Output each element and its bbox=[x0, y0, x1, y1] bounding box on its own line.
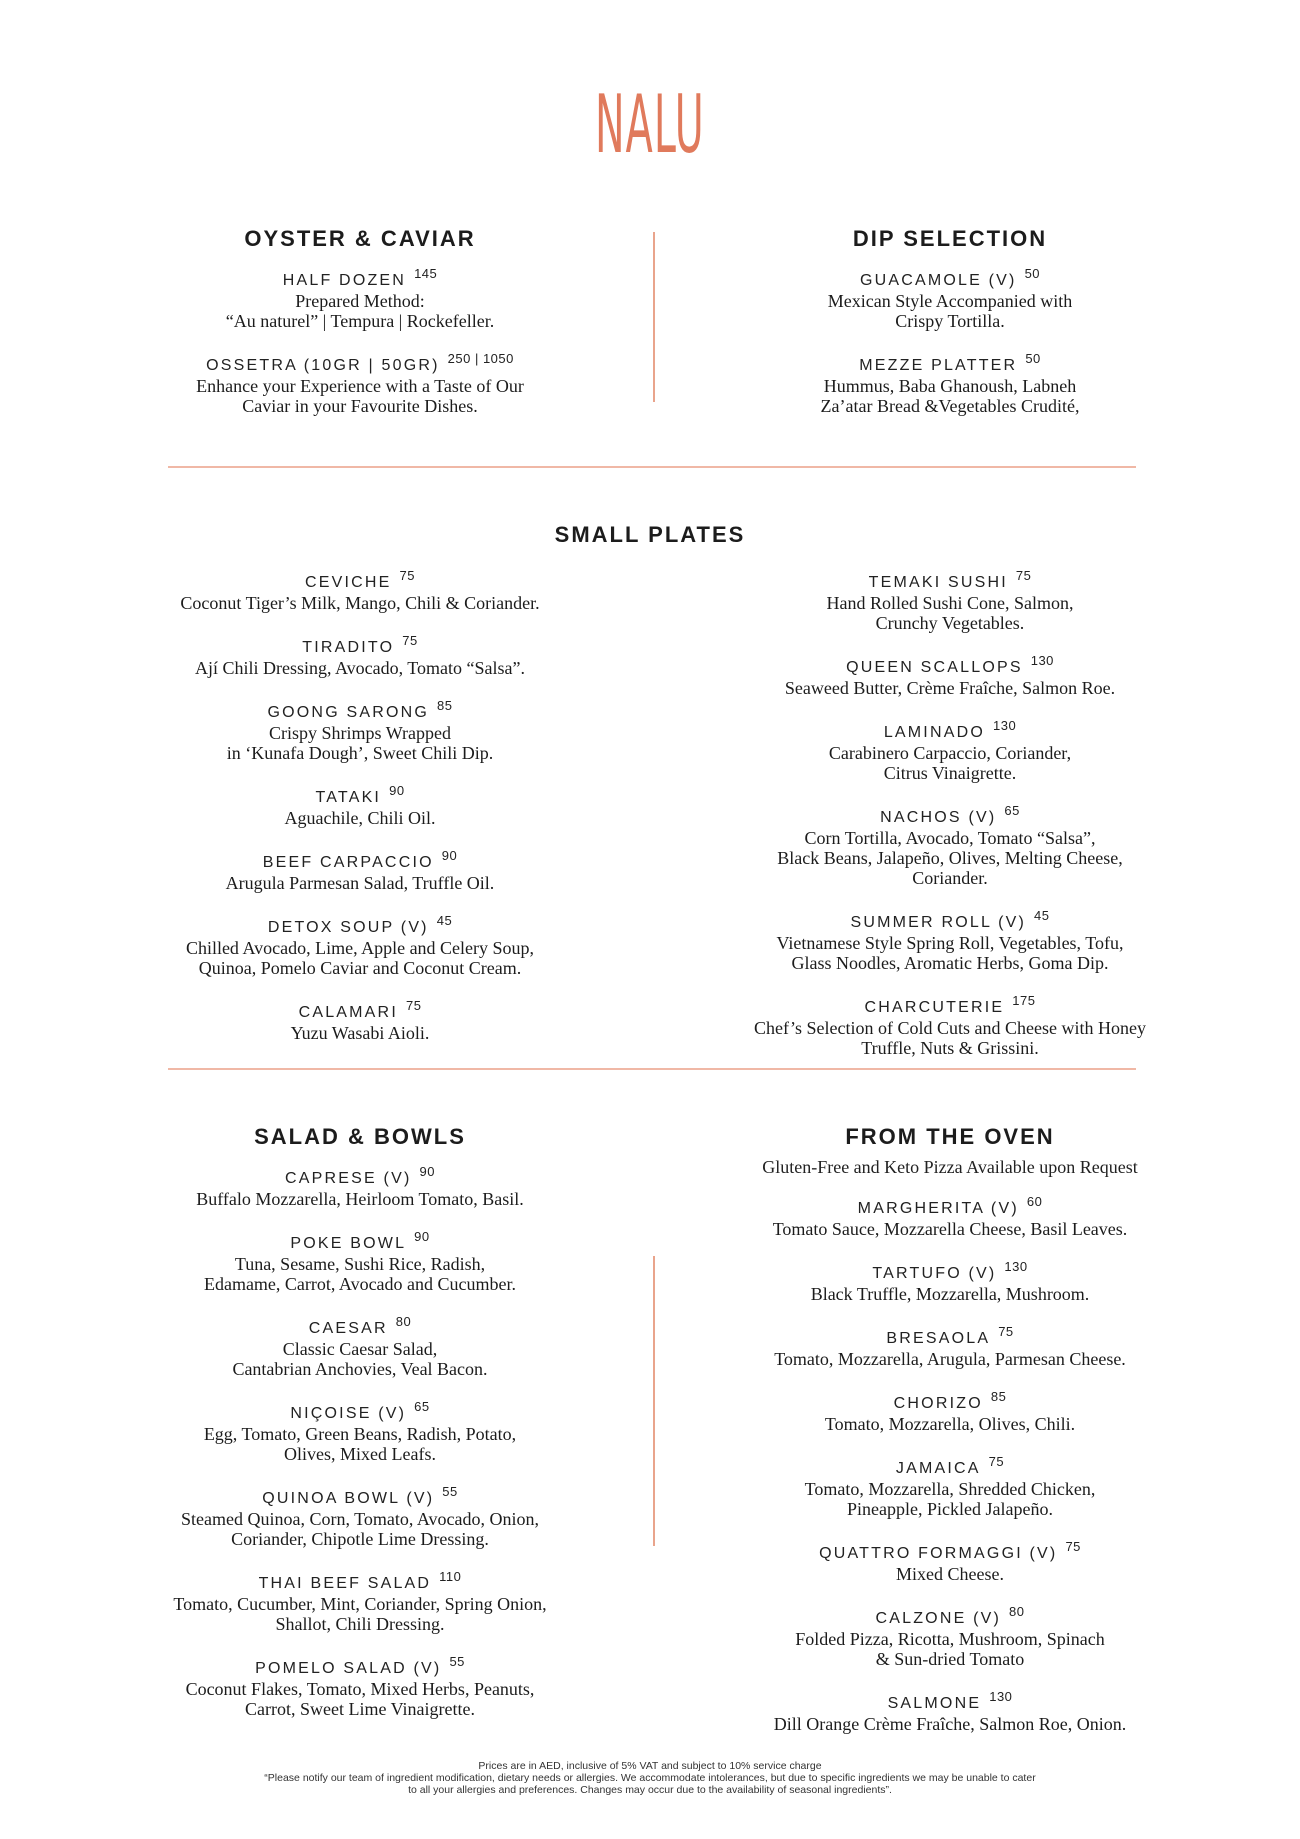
menu-item-description: Crispy Shrimps Wrapped in ‘Kunafa Dough’, Sweet Chili Dip. bbox=[226, 723, 494, 763]
section-small-plates-title: SMALL PLATES bbox=[554, 522, 746, 547]
menu-item bbox=[710, 1452, 1190, 1519]
menu-item bbox=[130, 696, 590, 763]
menu-item-price: 130 bbox=[992, 718, 1017, 733]
menu-item-description: Corn Tortilla, Avocado, Tomato “Salsa”, Black Beans, Jalapeño, Olives, Melting Cheese, Coriander. bbox=[777, 828, 1123, 888]
menu-item-price: 145 bbox=[414, 266, 438, 281]
menu-item-name: THAI BEEF SALAD $^{110}$ bbox=[258, 1569, 462, 1592]
menu-item-name: MARGHERITA (V) $^{60}$ bbox=[857, 1194, 1043, 1217]
menu-item-description: Buffalo Mozzarella, Heirloom Tomato, Basil. bbox=[196, 1189, 524, 1209]
menu-item-name: CAPRESE (V) $^{90}$ bbox=[285, 1164, 435, 1187]
menu-item-price: 60 bbox=[1026, 1194, 1043, 1209]
section-title: DIP SELECTION bbox=[852, 226, 1048, 251]
menu-item bbox=[130, 996, 590, 1043]
menu-item-name: LAMINADO $^{130}$ bbox=[883, 718, 1017, 741]
menu-item-description: Vietnamese Style Spring Roll, Vegetables, Tofu, Glass Noodles, Aromatic Herbs, Goma Dip. bbox=[776, 933, 1124, 973]
menu-item bbox=[710, 801, 1190, 888]
menu-item-description: Seaweed Butter, Crème Fraîche, Salmon Roe. bbox=[784, 678, 1116, 698]
menu-item-price: 90 bbox=[419, 1164, 435, 1179]
menu-item bbox=[130, 911, 590, 978]
menu-item-name: OSSETRA (10GR | 50GR) $^{250 | 1050}$ bbox=[206, 351, 514, 374]
menu-item-price: 90 bbox=[389, 783, 405, 798]
menu-item bbox=[130, 264, 590, 331]
section-title: OYSTER & CAVIAR bbox=[244, 226, 476, 251]
menu-item-description: Carabinero Carpaccio, Coriander, Citrus Vinaigrette. bbox=[828, 743, 1072, 783]
menu-item-description: Mixed Cheese. bbox=[896, 1564, 1004, 1584]
menu-item-description: Tomato, Cucumber, Mint, Coriander, Spring Onion, Shallot, Chili Dressing. bbox=[173, 1594, 547, 1634]
menu-item bbox=[130, 846, 590, 893]
menu-item-name: BRESAOLA $^{75}$ bbox=[886, 1324, 1014, 1347]
menu-item-name: TATAKI $^{90}$ bbox=[315, 783, 405, 806]
menu-item-description: Coconut Flakes, Tomato, Mixed Herbs, Peanuts, Carrot, Sweet Lime Vinaigrette. bbox=[185, 1679, 535, 1719]
menu-item-description: Steamed Quinoa, Corn, Tomato, Avocado, Onion, Coriander, Chipotle Lime Dressing. bbox=[180, 1509, 540, 1549]
menu-item-description: Tomato Sauce, Mozzarella Cheese, Basil Leaves. bbox=[772, 1219, 1128, 1239]
menu-item-price: 50 bbox=[1024, 266, 1041, 281]
menu-item-name: CAESAR $^{80}$ bbox=[308, 1314, 412, 1337]
menu-item-description: Classic Caesar Salad, Cantabrian Anchovies, Veal Bacon. bbox=[232, 1339, 488, 1379]
menu-item bbox=[130, 631, 590, 678]
menu-item-name: NIÇOISE (V) $^{65}$ bbox=[290, 1399, 430, 1422]
menu-item-name: TARTUFO (V) $^{130}$ bbox=[872, 1259, 1028, 1282]
menu-item-description: Chef’s Selection of Cold Cuts and Cheese with Honey Truffle, Nuts & Grissini. bbox=[754, 1018, 1146, 1058]
menu-item-description: Tomato, Mozzarella, Shredded Chicken, Pineapple, Pickled Jalapeño. bbox=[804, 1479, 1096, 1519]
menu-item bbox=[710, 1192, 1190, 1239]
divider-horizontal bbox=[168, 466, 1136, 468]
menu-item-name: TEMAKI SUSHI $^{75}$ bbox=[868, 568, 1032, 591]
menu-item-name: POKE BOWL $^{90}$ bbox=[290, 1229, 430, 1252]
menu-item-price: 250 | 1050 bbox=[447, 351, 514, 366]
menu-item-price: 75 bbox=[405, 998, 422, 1013]
menu-item bbox=[130, 781, 590, 828]
menu-item-name: SUMMER ROLL (V) $^{45}$ bbox=[850, 908, 1050, 931]
menu-item-description: Dill Orange Crème Fraîche, Salmon Roe, Onion. bbox=[773, 1714, 1127, 1734]
menu-item bbox=[130, 1567, 590, 1634]
menu-item-price: 80 bbox=[395, 1314, 412, 1329]
menu-item-price: 90 bbox=[414, 1229, 430, 1244]
menu-item-description: Ají Chili Dressing, Avocado, Tomato “Salsa”. bbox=[194, 658, 526, 678]
menu-item-price: 85 bbox=[990, 1389, 1007, 1404]
menu-item-name: QUEEN SCALLOPS $^{130}$ bbox=[846, 653, 1054, 676]
menu-item bbox=[720, 349, 1180, 416]
menu-item bbox=[130, 1652, 590, 1719]
menu-item-price: 175 bbox=[1012, 993, 1036, 1008]
menu-item-name: CALZONE (V) $^{80}$ bbox=[875, 1604, 1025, 1627]
menu-item bbox=[710, 1602, 1190, 1669]
menu-item-description: Hummus, Baba Ghanoush, Labneh Za’atar Bread &Vegetables Crudité, bbox=[820, 376, 1080, 416]
small-plates-left-column bbox=[130, 566, 590, 1061]
menu-item bbox=[130, 1397, 590, 1464]
menu-item bbox=[710, 1387, 1190, 1434]
menu-item-description: Aguachile, Chili Oil. bbox=[284, 808, 436, 828]
menu-item-price: 50 bbox=[1025, 351, 1041, 366]
menu-item-description: Chilled Avocado, Lime, Apple and Celery Soup, Quinoa, Pomelo Caviar and Coconut Cream. bbox=[185, 938, 535, 978]
menu-item-price: 80 bbox=[1009, 1604, 1025, 1619]
menu-item-price: 75 bbox=[998, 1324, 1014, 1339]
menu-item bbox=[720, 264, 1180, 331]
menu-item-description: Egg, Tomato, Green Beans, Radish, Potato, Olives, Mixed Leafs. bbox=[203, 1424, 517, 1464]
menu-item-name: QUATTRO FORMAGGI (V) $^{75}$ bbox=[819, 1539, 1081, 1562]
menu-item-price: 130 bbox=[1030, 653, 1054, 668]
menu-item-price: 85 bbox=[437, 698, 453, 713]
menu-item-price: 75 bbox=[1015, 568, 1032, 583]
menu-item bbox=[130, 1312, 590, 1379]
menu-item-name: GOONG SARONG $^{85}$ bbox=[267, 698, 453, 721]
menu-item bbox=[130, 349, 590, 416]
menu-item-name: NACHOS (V) $^{65}$ bbox=[880, 803, 1020, 826]
menu-item-price: 45 bbox=[1034, 908, 1050, 923]
menu-item-description: Tomato, Mozzarella, Arugula, Parmesan Cheese. bbox=[774, 1349, 1126, 1369]
menu-item bbox=[130, 1482, 590, 1549]
menu-item-price: 75 bbox=[402, 633, 418, 648]
menu-item bbox=[710, 1537, 1190, 1584]
menu-item-name: TIRADITO $^{75}$ bbox=[302, 633, 418, 656]
menu-item-description: Tomato, Mozzarella, Olives, Chili. bbox=[824, 1414, 1076, 1434]
menu-item-name: GUACAMOLE (V) $^{50}$ bbox=[859, 266, 1041, 289]
menu-item-name: BEEF CARPACCIO $^{90}$ bbox=[262, 848, 458, 871]
footer-allergy-note-2: to all your allergies and preferences. Changes may occur due to the availability of seasonal ingredients”. bbox=[408, 1784, 892, 1796]
footer-prices-note: Prices are in AED, inclusive of 5% VAT and subject to 10% service charge bbox=[478, 1760, 822, 1772]
menu-item-description: Mexican Style Accompanied with Crispy Tortilla. bbox=[827, 291, 1073, 331]
section-from-the-oven bbox=[710, 1122, 1190, 1752]
menu-item-description: Coconut Tiger’s Milk, Mango, Chili & Coriander. bbox=[180, 593, 540, 613]
menu-item bbox=[710, 1257, 1190, 1304]
footer bbox=[0, 1760, 1300, 1796]
menu-item bbox=[710, 991, 1190, 1058]
menu-item bbox=[710, 566, 1190, 633]
menu-item-price: 75 bbox=[988, 1454, 1005, 1469]
menu-item-price: 75 bbox=[1065, 1539, 1081, 1554]
menu-item-price: 65 bbox=[1004, 803, 1020, 818]
menu-item-price: 130 bbox=[1004, 1259, 1028, 1274]
menu-item-name: DETOX SOUP (V) $^{45}$ bbox=[267, 913, 453, 936]
menu-item-price: 110 bbox=[439, 1569, 462, 1584]
menu-item-price: 45 bbox=[436, 913, 453, 928]
menu-item-description: Hand Rolled Sushi Cone, Salmon, Crunchy Vegetables. bbox=[826, 593, 1074, 633]
divider-vertical bbox=[653, 232, 655, 402]
menu-item bbox=[130, 1162, 590, 1209]
menu-item-price: 90 bbox=[441, 848, 458, 863]
section-dip-selection bbox=[720, 224, 1180, 434]
section-salad-bowls bbox=[130, 1122, 590, 1737]
section-oyster-caviar bbox=[130, 224, 590, 434]
menu-item-price: 55 bbox=[449, 1654, 465, 1669]
menu-item-name: CHORIZO $^{85}$ bbox=[893, 1389, 1007, 1412]
menu-item-name: QUINOA BOWL (V) $^{55}$ bbox=[262, 1484, 458, 1507]
menu-item bbox=[710, 716, 1190, 783]
menu-item-price: 130 bbox=[989, 1689, 1013, 1704]
menu-item bbox=[710, 906, 1190, 973]
menu-item-price: 55 bbox=[442, 1484, 458, 1499]
divider-vertical bbox=[653, 1256, 655, 1546]
menu-item-name: MEZZE PLATTER $^{50}$ bbox=[859, 351, 1041, 374]
menu-item-description: Arugula Parmesan Salad, Truffle Oil. bbox=[225, 873, 495, 893]
small-plates-right-column bbox=[710, 566, 1190, 1076]
section-title: FROM THE OVEN bbox=[845, 1124, 1055, 1149]
menu-item bbox=[130, 1227, 590, 1294]
footer-allergy-note: “Please notify our team of ingredient modification, dietary needs or allergies. We accommodate intolerances, but due to specific ingredients we may be unable to cater bbox=[264, 1772, 1036, 1784]
menu-item bbox=[710, 1322, 1190, 1369]
menu-item-description: Prepared Method: “Au naturel” | Tempura | Rockefeller. bbox=[225, 291, 495, 331]
menu-item-description: Black Truffle, Mozzarella, Mushroom. bbox=[810, 1284, 1090, 1304]
menu-item-description: Enhance your Experience with a Taste of Our Caviar in your Favourite Dishes. bbox=[196, 376, 524, 416]
logo: NALU bbox=[595, 78, 705, 171]
menu-item-price: 75 bbox=[399, 568, 415, 583]
section-title: SALAD & BOWLS bbox=[254, 1124, 466, 1149]
menu-item-name: HALF DOZEN $^{145}$ bbox=[282, 266, 438, 289]
menu-item bbox=[710, 651, 1190, 698]
menu-item-description: Folded Pizza, Ricotta, Mushroom, Spinach & Sun-dried Tomato bbox=[795, 1629, 1105, 1669]
divider-horizontal bbox=[168, 1068, 1136, 1070]
menu-item bbox=[710, 1687, 1190, 1734]
menu-item bbox=[130, 566, 590, 613]
menu-item-name: SALMONE $^{130}$ bbox=[887, 1689, 1013, 1712]
menu-item-description: Tuna, Sesame, Sushi Rice, Radish, Edamame, Carrot, Avocado and Cucumber. bbox=[203, 1254, 517, 1294]
menu-item-name: CEVICHE $^{75}$ bbox=[305, 568, 415, 591]
menu-item-name: CHARCUTERIE $^{175}$ bbox=[864, 993, 1036, 1016]
menu-item-name: CALAMARI $^{75}$ bbox=[298, 998, 422, 1021]
menu-item-description: Yuzu Wasabi Aioli. bbox=[290, 1023, 430, 1043]
section-note: Gluten-Free and Keto Pizza Available upon Request bbox=[762, 1157, 1138, 1177]
menu-item-name: JAMAICA $^{75}$ bbox=[895, 1454, 1005, 1477]
menu-item-price: 65 bbox=[414, 1399, 430, 1414]
menu-item-name: POMELO SALAD (V) $^{55}$ bbox=[255, 1654, 465, 1677]
